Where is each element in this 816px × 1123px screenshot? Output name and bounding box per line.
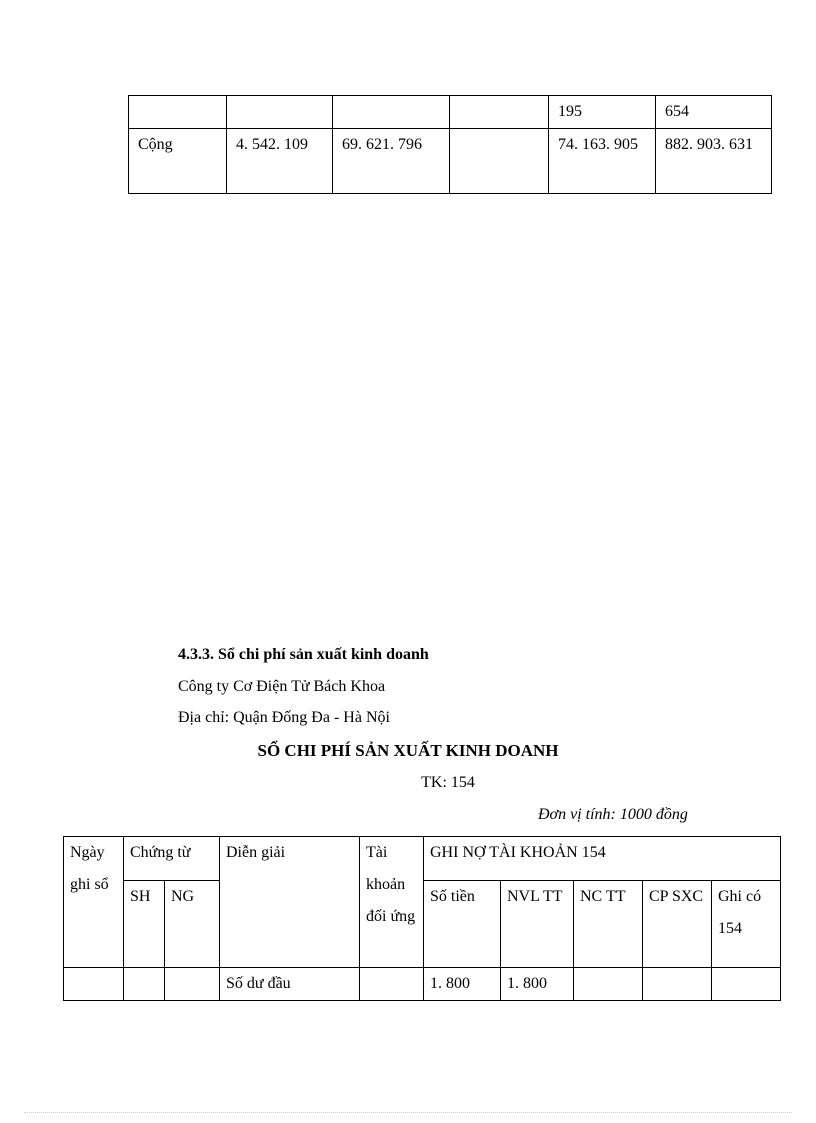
header-amount: Số tiền [424, 881, 501, 968]
header-credit: Ghi có 154 [712, 881, 781, 968]
ledger-table [63, 836, 781, 1001]
company-address: Địa chỉ: Quận Đống Đa - Hà Nội [178, 709, 390, 726]
section-heading: 4.3.3. Sổ chi phí sản xuất kinh doanh [178, 646, 429, 663]
header-cp: CP SXC [643, 881, 712, 968]
table-cell: 1. 800 [424, 968, 501, 1001]
header-date: Ngày ghi sổ [64, 837, 124, 968]
table-cell [333, 96, 450, 129]
table-cell: 69. 621. 796 [333, 129, 450, 194]
header-nvl: NVL TT [501, 881, 574, 968]
summary-table [128, 95, 772, 194]
table-cell [574, 968, 643, 1001]
header-ng: NG [165, 881, 220, 968]
header-contra-account: Tài khoản đối ứng [360, 837, 424, 968]
table-cell: 654 [656, 96, 772, 129]
table-cell [165, 968, 220, 1001]
ledger-title: SỔ CHI PHÍ SẢN XUẤT KINH DOANH [257, 741, 559, 760]
table-cell [450, 129, 549, 194]
table-cell [227, 96, 333, 129]
account-code: TK: 154 [421, 774, 475, 791]
table-cell: 195 [549, 96, 656, 129]
header-sh: SH [124, 881, 165, 968]
table-cell [129, 96, 227, 129]
table-cell: 1. 800 [501, 968, 574, 1001]
total-label-cell: Cộng [129, 129, 227, 194]
table-cell: Số dư đầu [220, 968, 360, 1001]
table-row [64, 968, 781, 1001]
ledger-header-row [64, 837, 781, 881]
page-footer-rule [24, 1112, 792, 1113]
company-name: Công ty Cơ Điện Tử Bách Khoa [178, 678, 386, 695]
header-nc: NC TT [574, 881, 643, 968]
header-description: Diễn giải [220, 837, 360, 968]
table-cell [124, 968, 165, 1001]
table-cell: 882. 903. 631 [656, 129, 772, 194]
header-voucher: Chứng từ [124, 837, 220, 881]
unit-note: Đơn vị tính: 1000 đồng [538, 806, 688, 823]
table-cell: 4. 542. 109 [227, 129, 333, 194]
header-debit-group: GHI NỢ TÀI KHOẢN 154 [424, 837, 781, 881]
table-cell [712, 968, 781, 1001]
table-cell [360, 968, 424, 1001]
table-row [129, 129, 772, 194]
table-cell [643, 968, 712, 1001]
table-row [129, 96, 772, 129]
table-cell [64, 968, 124, 1001]
table-cell: 74. 163. 905 [549, 129, 656, 194]
table-cell [450, 96, 549, 129]
